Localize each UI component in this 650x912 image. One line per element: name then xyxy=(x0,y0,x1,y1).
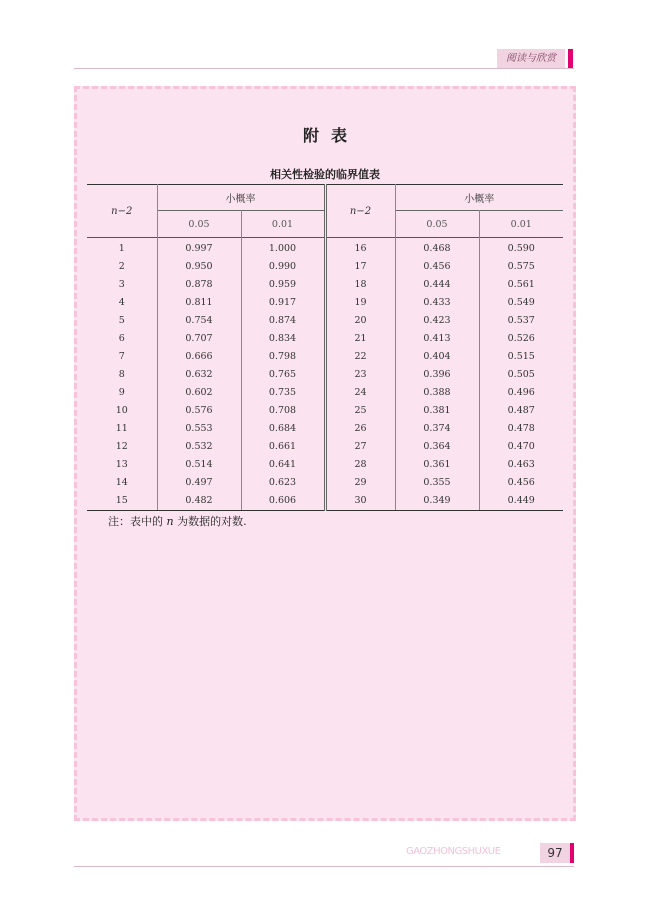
p005-cell: 0.482 xyxy=(157,492,241,511)
p001-cell: 0.470 xyxy=(507,441,535,452)
n-cell: 28 xyxy=(325,456,395,474)
p005-cell: 0.404 xyxy=(395,348,479,366)
section-label: 阅读与欣赏 xyxy=(497,49,565,68)
note-suffix: 为数据的对数. xyxy=(173,515,247,528)
table-row xyxy=(87,238,563,259)
p001-cell: 0.487 xyxy=(507,405,535,416)
p005-cell: 0.381 xyxy=(395,402,479,420)
p001-cell: 0.463 xyxy=(507,459,535,470)
p001-cell: 1.000 xyxy=(241,238,325,259)
p005-cell: 0.576 xyxy=(157,402,241,420)
n-cell: 11 xyxy=(87,420,157,438)
probability-header-right: 小概率 xyxy=(395,185,563,211)
p005-cell: 0.396 xyxy=(395,366,479,384)
n-cell: 20 xyxy=(325,312,395,330)
p005-cell: 0.602 xyxy=(157,384,241,402)
table-row xyxy=(87,438,563,456)
n-cell: 13 xyxy=(87,456,157,474)
n-cell: 18 xyxy=(325,276,395,294)
p001-cell: 0.526 xyxy=(507,333,535,344)
n-cell: 25 xyxy=(325,402,395,420)
n-cell: 1 xyxy=(87,238,157,259)
p001-cell: 0.708 xyxy=(241,402,325,420)
p005-cell: 0.754 xyxy=(157,312,241,330)
p001-cell: 0.449 xyxy=(479,492,563,511)
p001-cell: 0.917 xyxy=(241,294,325,312)
p005-cell: 0.632 xyxy=(157,366,241,384)
p001-cell: 0.959 xyxy=(241,276,325,294)
n-cell: 21 xyxy=(325,330,395,348)
n-cell: 17 xyxy=(325,258,395,276)
p001-cell: 0.874 xyxy=(241,312,325,330)
n-cell: 15 xyxy=(87,492,157,511)
p001-cell: 0.456 xyxy=(507,477,535,488)
p001-cell: 0.765 xyxy=(241,366,325,384)
table-row xyxy=(87,312,563,330)
p005-cell: 0.349 xyxy=(395,492,479,511)
p005-cell: 0.423 xyxy=(395,312,479,330)
footer-rule xyxy=(74,866,574,867)
p001-cell: 0.623 xyxy=(241,474,325,492)
probability-header-left: 小概率 xyxy=(157,185,325,211)
p005-cell: 0.433 xyxy=(395,294,479,312)
p001-cell: 0.505 xyxy=(507,369,535,380)
col-001-right: 0.01 xyxy=(479,211,563,238)
p001-cell: 0.561 xyxy=(507,279,535,290)
p001-cell: 0.606 xyxy=(241,492,325,511)
p005-cell: 0.388 xyxy=(395,384,479,402)
table-note xyxy=(108,513,247,529)
p005-cell: 0.497 xyxy=(157,474,241,492)
p005-cell: 0.553 xyxy=(157,420,241,438)
footer-accent-bar xyxy=(570,843,574,863)
p001-cell: 0.641 xyxy=(241,456,325,474)
p005-cell: 0.364 xyxy=(395,438,479,456)
p001-cell: 0.661 xyxy=(241,438,325,456)
table-row xyxy=(87,366,563,384)
page-title: 附表 xyxy=(302,126,359,145)
col-005-right: 0.05 xyxy=(395,211,479,238)
table-row xyxy=(87,276,563,294)
p001-cell: 0.478 xyxy=(507,423,535,434)
page-number: 97 xyxy=(540,843,570,863)
book-label: GAOZHONGSHUXUE xyxy=(406,846,501,857)
n-cell: 9 xyxy=(87,384,157,402)
p005-cell: 0.468 xyxy=(395,238,479,259)
n-cell: 2 xyxy=(87,258,157,276)
p005-cell: 0.811 xyxy=(157,294,241,312)
table-row xyxy=(87,258,563,276)
table-row xyxy=(87,348,563,366)
n-cell: 14 xyxy=(87,474,157,492)
p005-cell: 0.374 xyxy=(395,420,479,438)
n-cell: 5 xyxy=(87,312,157,330)
n-cell: 3 xyxy=(87,276,157,294)
n-cell: 26 xyxy=(325,420,395,438)
n-header-left: n−2 xyxy=(87,185,157,238)
p005-cell: 0.666 xyxy=(157,348,241,366)
p001-cell: 0.798 xyxy=(241,348,325,366)
table-row xyxy=(87,492,563,511)
n-cell: 19 xyxy=(325,294,395,312)
p001-cell: 0.575 xyxy=(507,261,535,272)
n-cell: 6 xyxy=(87,330,157,348)
n-cell: 23 xyxy=(325,366,395,384)
table-row xyxy=(87,456,563,474)
n-cell: 7 xyxy=(87,348,157,366)
table-caption: 相关性检验的临界值表 xyxy=(270,168,380,181)
critical-value-table xyxy=(87,184,563,511)
n-cell: 30 xyxy=(325,492,395,511)
table-row xyxy=(87,402,563,420)
n-cell: 10 xyxy=(87,402,157,420)
p005-cell: 0.361 xyxy=(395,456,479,474)
table-body xyxy=(87,238,563,511)
p005-cell: 0.456 xyxy=(395,258,479,276)
n-cell: 4 xyxy=(87,294,157,312)
note-prefix: 注：表中的 xyxy=(108,515,167,528)
p001-cell: 0.684 xyxy=(241,420,325,438)
table-row xyxy=(87,294,563,312)
header-accent-bar xyxy=(568,49,573,68)
n-cell: 24 xyxy=(325,384,395,402)
p005-cell: 0.413 xyxy=(395,330,479,348)
n-cell: 12 xyxy=(87,438,157,456)
p001-cell: 0.834 xyxy=(241,330,325,348)
note-variable: n xyxy=(166,515,174,528)
p005-cell: 0.878 xyxy=(157,276,241,294)
p005-cell: 0.355 xyxy=(395,474,479,492)
p005-cell: 0.950 xyxy=(157,258,241,276)
table-row xyxy=(87,474,563,492)
p005-cell: 0.532 xyxy=(157,438,241,456)
table-row xyxy=(87,330,563,348)
p001-cell: 0.990 xyxy=(241,258,325,276)
n-cell: 16 xyxy=(325,238,395,259)
p001-cell: 0.537 xyxy=(507,315,535,326)
p001-cell: 0.590 xyxy=(507,243,535,254)
p001-cell: 0.735 xyxy=(241,384,325,402)
p001-cell: 0.549 xyxy=(507,297,535,308)
header-rule xyxy=(74,68,574,69)
n-cell: 27 xyxy=(325,438,395,456)
n-cell: 22 xyxy=(325,348,395,366)
p005-cell: 0.514 xyxy=(157,456,241,474)
p005-cell: 0.707 xyxy=(157,330,241,348)
p001-cell: 0.496 xyxy=(507,387,535,398)
table-row xyxy=(87,384,563,402)
n-header-right: n−2 xyxy=(325,185,395,238)
p001-cell: 0.515 xyxy=(507,351,535,362)
col-001-left: 0.01 xyxy=(241,211,325,238)
n-cell: 29 xyxy=(325,474,395,492)
p005-cell: 0.997 xyxy=(157,238,241,259)
n-cell: 8 xyxy=(87,366,157,384)
col-005-left: 0.05 xyxy=(157,211,241,238)
table-row xyxy=(87,420,563,438)
p005-cell: 0.444 xyxy=(395,276,479,294)
